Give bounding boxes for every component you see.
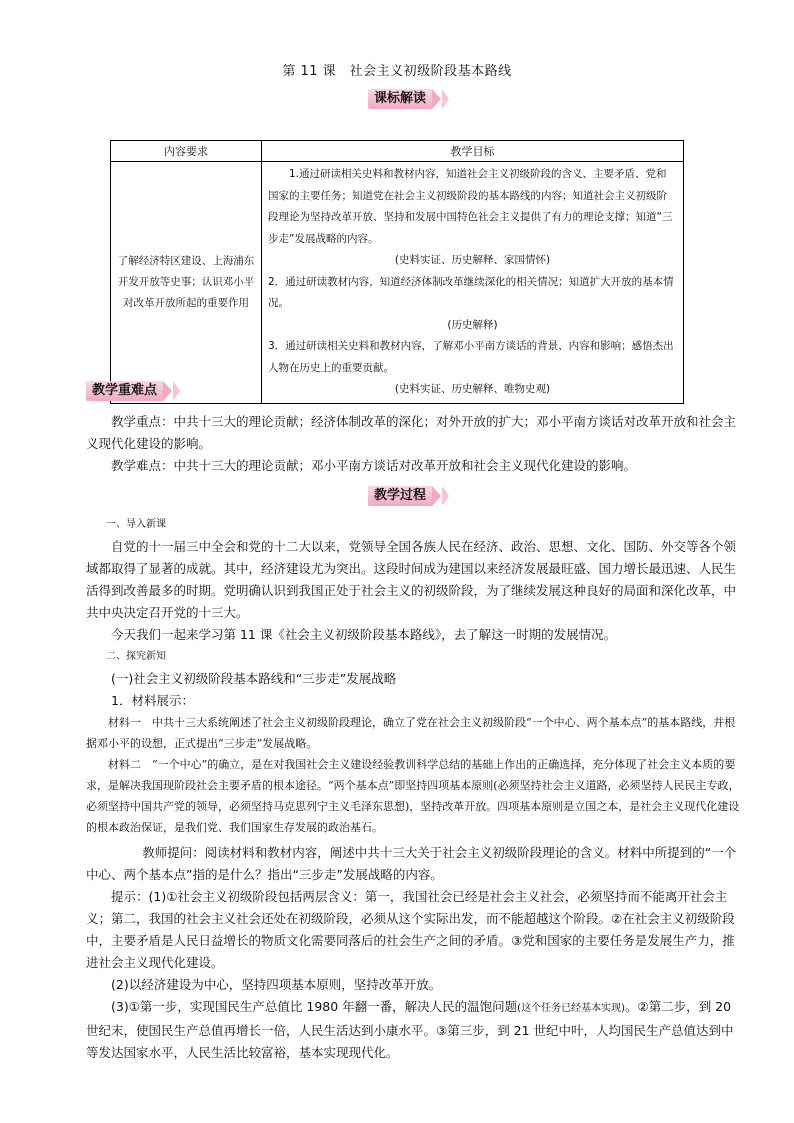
question-label: 教师提问 [142,845,193,860]
table-header-goals: 教学目标 [262,141,684,162]
requirement-cell: 了解经济特区建设、上海浦东开发开放等史事；认识邓小平对改革开放所起的重要作用 [111,162,262,404]
goal-2-literacy: (历史解释) [447,318,498,331]
goals-cell [262,162,684,404]
table-header-requirement: 内容要求 [111,141,262,162]
heading-intro: 一、导入新课 [106,519,166,530]
banner-arrow-icon [432,89,441,109]
goal-1: 1.通过研读相关史料和教材内容，知道社会主义初级阶段的含义、主要矛盾、党和国家的主要任务；知道党在社会主义初级阶段的基本路线的内容；知道社会主义初级阶段理论为坚持改革开放、坚持和发展中国特色社会主义提供了有力的理论支撑；知道“三步走”发展战略的内容。 [268,168,673,245]
banner-arrow-icon [163,381,172,401]
answer-3-note: (这个任务已经基本实现) [517,1003,625,1014]
answer-3-part-1: (3)①第一步，实现国民生产总值比 1980 年翻一番，解决人民的温饱问题 [111,999,518,1014]
section-banner-process [368,486,449,506]
banner-arrow-icon [442,89,449,109]
material-2-text: “一个中心”的确立，是在对我国社会主义建设经验教训科学总结的基础上作出的正确选择，充分体现了社会主义本质的要求，是解决我国现阶段社会主要矛盾的根本途径。“两个基本点”即坚持四项基本原则(必须坚持社会主义道路，必须坚持人民民主专政，必须坚持中国共产党的领导，必须坚持马克思列宁主义毛泽东思想)，坚持改革开放。四项基本原则是立国之本，是社会主义现代化建设的根本政治保证，是我们党、我们国家生存发展的政治基石。 [86,758,740,834]
section-banner-standard [368,89,449,109]
answer-3 [86,996,740,1064]
teaching-focus: 教学重点：中共十三大的理论贡献；经济体制改革的深化；对外开放的扩大；邓小平南方谈话对改革开放和社会主义现代化建设的影响。 [86,414,737,451]
material-2 [86,754,740,838]
curriculum-table [110,140,684,404]
teacher-question [86,842,740,886]
goal-3-literacy: (史料实证、历史解释、唯物史观) [394,383,551,395]
today-paragraph: 今天我们一起来学习第 11 课《社会主义初级阶段基本路线》，去了解这一时期的发展情况。 [111,627,617,642]
goal-3: 3．通过研读相关史料和教材内容，了解邓小平南方谈话的背景、内容和影响；感悟杰出人物在历史上的重要贡献。 [268,340,674,374]
material-1 [86,712,740,754]
section-title-standard: 课标解读 [368,89,432,109]
material-2-label: 材料二 [108,758,141,771]
teaching-difficulty: 教学难点：中共十三大的理论贡献；邓小平南方谈话对改革开放和社会主义现代化建设的影响。 [111,458,637,473]
banner-arrow-icon [442,486,449,506]
banner-arrow-icon [173,381,180,401]
section-title-process: 教学过程 [368,486,432,506]
goal-2: 2．通过研读教材内容，知道经济体制改革继续深化的相关情况；知道扩大开放的基本情况。 [268,275,674,309]
material-1-label: 材料一 [108,716,141,729]
banner-arrow-icon [432,486,441,506]
answer-1: 提示：(1)①社会主义初级阶段包括两层含义：第一，我国社会已经是社会主义社会，必须坚持而不能离开社会主义；第二，我国的社会主义社会还处在初级阶段，必须从这个实际出发，而不能超越这个阶段。②在社会主义初级阶段中，主要矛盾是人民日益增长的物质文化需要同落后的社会生产之间的矛盾。③党和国家的主要任务是发展生产力，推进社会主义现代化建设。 [86,889,735,970]
question-text: ：阅读材料和教材内容，阐述中共十三大关于社会主义初级阶段理论的含义。材料中所提到的“一个中心、两个基本点”指的是什么？指出“三步走”发展战略的内容。 [86,845,737,882]
subsection-title: (一)社会主义初级阶段基本路线和“三步走”发展战略 [111,671,397,686]
process-block [86,514,740,1064]
intro-paragraph: 自党的十一届三中全会和党的十二大以来，党领导全国各族人民在经济、政治、思想、文化、国防、外交等各个领域都取得了显著的成就。其中，经济建设尤为突出。这段时间成为建国以来经济发展最旺盛、国力增长最迅速、人民生活得到改善最多的时期。党明确认识到我国正处于社会主义的初级阶段，为了继续发展这种良好的局面和深化改革，中共中央决定召开党的十三大。 [86,539,737,620]
materials-label: 1．材料展示： [111,693,194,708]
goal-1-literacy: (史料实证、历史解释、家国情怀) [394,254,551,266]
answer-3-part-2: 。②第二步，到 20 世纪末，使国民生产总值再增长一倍，人民生活达到小康水平。③第三步，到 21 世纪中叶，人均国民生产总值达到中等发达国家水平，人民生活比较富裕，基本实现现代化。 [86,999,734,1060]
section-title-key-points: 教学重难点 [86,381,163,401]
material-1-text: 中共十三大系统阐述了社会主义初级阶段理论，确立了党在社会主义初级阶段“一个中心、两个基本点”的基本路线，并根据邓小平的设想，正式提出“三步走”发展战略。 [86,716,736,750]
section-banner-key-points [86,381,180,401]
answer-2: (2)以经济建设为中心，坚持四项基本原则，坚持改革开放。 [111,977,442,992]
key-points-block [86,411,740,477]
heading-explore: 二、探究新知 [106,651,166,662]
lesson-title: 第 11 课 社会主义初级阶段基本路线 [282,64,512,79]
